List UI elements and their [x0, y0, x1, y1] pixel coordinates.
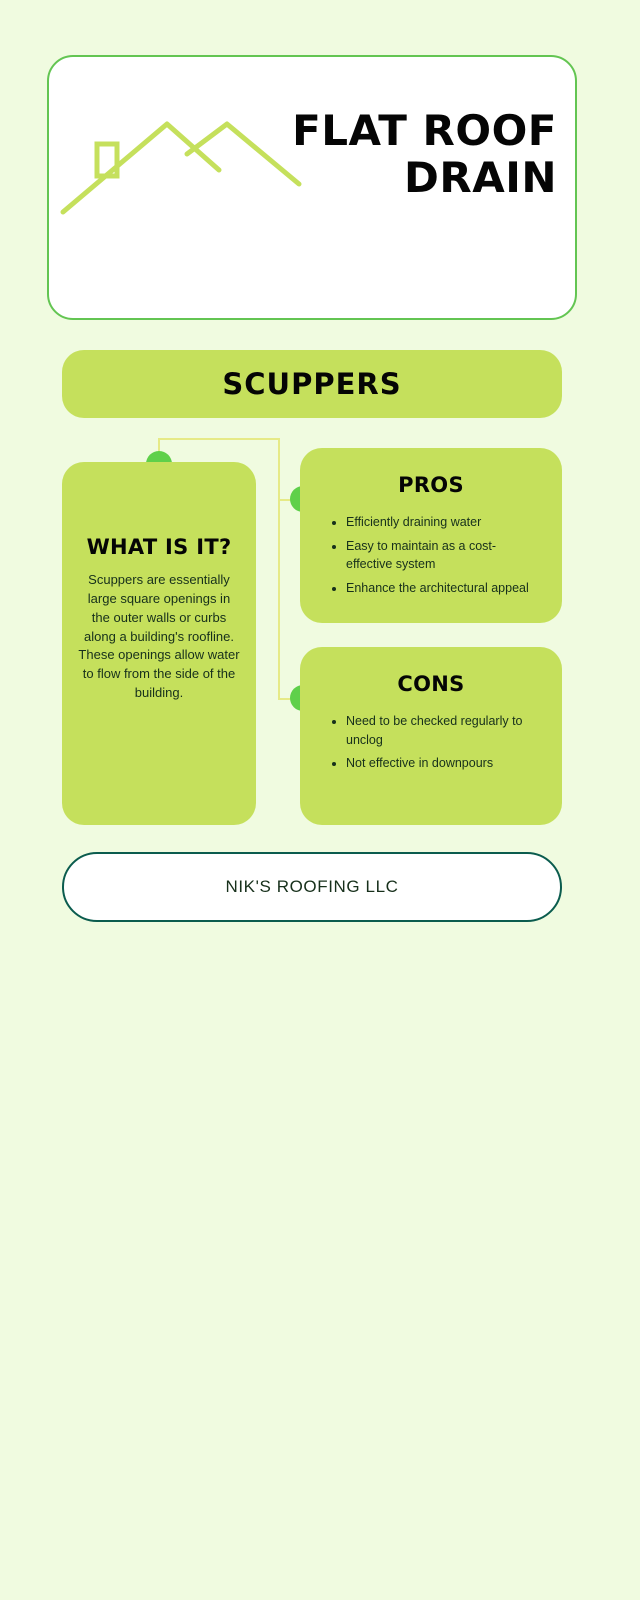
page-title: FLAT ROOF DRAIN: [292, 106, 557, 203]
card-what-is-it: [62, 462, 256, 825]
header-card: [47, 55, 577, 320]
card-cons-list: [320, 712, 542, 773]
connector-line-top: [158, 438, 280, 440]
list-item: • Easy to maintain as a cost-effective system: [346, 537, 542, 574]
list-item: • Enhance the architectural appeal: [346, 579, 542, 598]
card-pros: [300, 448, 562, 623]
list-item: • Need to be checked regularly to unclog: [346, 712, 542, 749]
footer-brand-bar: [62, 852, 562, 922]
connector-line-main: [278, 438, 280, 700]
card-pros-title: PROS: [398, 473, 464, 497]
footer-brand-label: NIK'S ROOFING LLC: [225, 877, 399, 896]
card-cons-title: CONS: [397, 672, 465, 696]
card-cons: [300, 647, 562, 825]
list-item: • Not effective in downpours: [346, 754, 542, 773]
card-pros-list: [320, 513, 542, 597]
section-banner: [62, 350, 562, 418]
list-item: • Efficiently draining water: [346, 513, 542, 532]
section-banner-label: SCUPPERS: [222, 367, 402, 401]
card-what-title: WHAT IS IT?: [86, 535, 232, 559]
card-what-body: Scuppers are essentially large square openings in the outer walls or curbs along a building's roofline. These openings allow water to flow from the side of the building.: [78, 572, 240, 701]
